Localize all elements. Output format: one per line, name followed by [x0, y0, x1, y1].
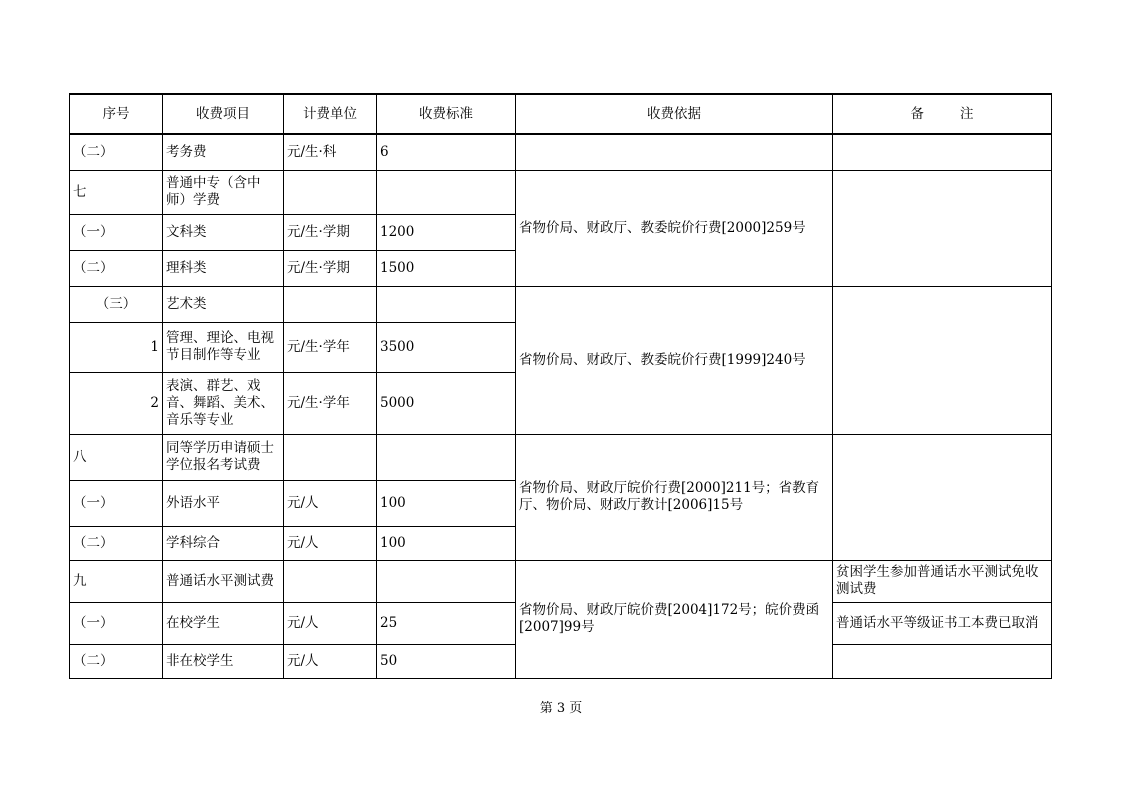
- cell-standard: 100: [377, 526, 516, 560]
- cell-unit: 元/人: [284, 602, 377, 644]
- cell-unit: [284, 286, 377, 322]
- cell-remark: 普通话水平等级证书工本费已取消: [833, 602, 1052, 644]
- cell-standard: 1200: [377, 214, 516, 250]
- header-remark-a: 备: [910, 105, 924, 122]
- cell-remark-empty: [833, 434, 1052, 560]
- cell-basis: 省物价局、财政厅、教委皖价行费[2000]259号: [516, 170, 833, 286]
- cell-item: 艺术类: [163, 286, 284, 322]
- cell-standard: 50: [377, 644, 516, 678]
- cell-standard: 100: [377, 480, 516, 526]
- cell-standard: [377, 434, 516, 480]
- cell-unit: 元/生·学年: [284, 322, 377, 372]
- cell-remark-empty: [833, 286, 1052, 434]
- cell-item: 管理、理论、电视节目制作等专业: [163, 322, 284, 372]
- header-remark: [833, 94, 1052, 134]
- cell-basis: 省物价局、财政厅皖价行费[2000]211号；省教育厅、物价局、财政厅教计[2006]15号: [516, 434, 833, 560]
- table-row: [70, 434, 1052, 480]
- cell-unit: [284, 560, 377, 602]
- cell-remark-empty: [833, 170, 1052, 286]
- cell-unit: 元/生·学年: [284, 372, 377, 434]
- header-standard: 收费标准: [377, 94, 516, 134]
- cell-no: （二）: [70, 644, 163, 678]
- cell-basis: 省物价局、财政厅皖价费[2004]172号；皖价费函[2007]99号: [516, 560, 833, 678]
- header-no: 序号: [70, 94, 163, 134]
- header-remark-b: 注: [960, 105, 974, 122]
- cell-no: （三）: [70, 286, 163, 322]
- cell-no: （二）: [70, 250, 163, 286]
- cell-item: 普通话水平测试费: [163, 560, 284, 602]
- table-row: [70, 286, 1052, 322]
- cell-no: （二）: [70, 134, 163, 170]
- cell-item: 学科综合: [163, 526, 284, 560]
- cell-standard: 6: [377, 134, 516, 170]
- cell-basis-empty: [516, 134, 833, 170]
- cell-standard: 25: [377, 602, 516, 644]
- cell-no: 1: [70, 322, 163, 372]
- header-item: 收费项目: [163, 94, 284, 134]
- header-unit: 计费单位: [284, 94, 377, 134]
- cell-no: 八: [70, 434, 163, 480]
- header-basis: 收费依据: [516, 94, 833, 134]
- cell-basis: 省物价局、财政厅、教委皖价行费[1999]240号: [516, 286, 833, 434]
- cell-no: （二）: [70, 526, 163, 560]
- cell-unit: 元/生·科: [284, 134, 377, 170]
- cell-no: （一）: [70, 480, 163, 526]
- cell-item: 非在校学生: [163, 644, 284, 678]
- cell-item: 外语水平: [163, 480, 284, 526]
- cell-unit: [284, 170, 377, 214]
- cell-remark: 贫困学生参加普通话水平测试免收测试费: [833, 560, 1052, 602]
- cell-no: （一）: [70, 214, 163, 250]
- cell-item: 表演、群艺、戏音、舞蹈、美术、音乐等专业: [163, 372, 284, 434]
- cell-item: 在校学生: [163, 602, 284, 644]
- cell-standard: [377, 170, 516, 214]
- cell-unit: 元/人: [284, 644, 377, 678]
- cell-item: 理科类: [163, 250, 284, 286]
- footer-prefix: 第: [539, 701, 553, 716]
- cell-unit: 元/生·学期: [284, 214, 377, 250]
- cell-item: 考务费: [163, 134, 284, 170]
- cell-unit: [284, 434, 377, 480]
- cell-no: 2: [70, 372, 163, 434]
- cell-no: 九: [70, 560, 163, 602]
- cell-standard: 1500: [377, 250, 516, 286]
- cell-unit: 元/人: [284, 526, 377, 560]
- cell-remark-empty: [833, 644, 1052, 678]
- header-row: [70, 94, 1052, 134]
- cell-unit: 元/人: [284, 480, 377, 526]
- cell-remark-empty: [833, 134, 1052, 170]
- cell-item: 同等学历申请硕士学位报名考试费: [163, 434, 284, 480]
- cell-no: （一）: [70, 602, 163, 644]
- cell-no: 七: [70, 170, 163, 214]
- cell-unit: 元/生·学期: [284, 250, 377, 286]
- table-row: [70, 560, 1052, 602]
- cell-standard: 3500: [377, 322, 516, 372]
- page-footer: [0, 697, 1122, 716]
- cell-standard: 5000: [377, 372, 516, 434]
- fee-table: [69, 93, 1052, 679]
- cell-item: 文科类: [163, 214, 284, 250]
- cell-item: 普通中专（含中师）学费: [163, 170, 284, 214]
- table-row: [70, 170, 1052, 214]
- cell-standard: [377, 560, 516, 602]
- table-row: [70, 134, 1052, 170]
- cell-standard: [377, 286, 516, 322]
- footer-page-number: 3: [556, 701, 566, 716]
- footer-suffix: 页: [569, 701, 583, 716]
